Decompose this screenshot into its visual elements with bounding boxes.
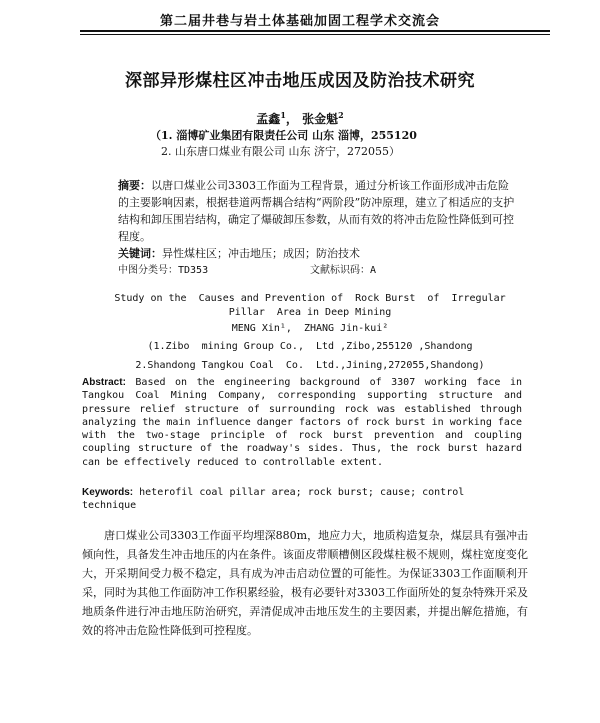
running-header: 第二届井巷与岩土体基础加固工程学术交流会 (159, 14, 440, 29)
english-keywords-label: Keywords: (82, 487, 134, 498)
clc-number: 中图分类号：TD353 (118, 265, 209, 276)
english-abstract-label: Abstract: (82, 377, 126, 388)
author-1-sup: 1 (280, 110, 286, 120)
english-abstract (82, 376, 522, 469)
paper-title: 深部异形煤柱区冲击地压成因及防治技术研究 (125, 71, 475, 91)
english-keywords-text: heterofil coal pillar area; rock burst; cause; control technique (82, 487, 465, 512)
affiliation-cn-1: （1. 淄博矿业集团有限责任公司 山东 淄博，255120 (150, 129, 417, 142)
authors-cn (0, 110, 600, 127)
keywords-cn (118, 245, 518, 262)
affiliation-cn-2: 2. 山东唐口煤业有限公司 山东 济宁，272055） (161, 145, 400, 158)
english-abstract-text: Based on the engineering background of 3307 working face in Tangkou Coal Mining Company, corresponding supporting structure and pressure relief structure of surrounding rock was established through analyzing the main influence danger factors of rock burst in working face with the two-stage principle of rock burst prevention and coupling coupling structure of the roadway's sides. Thus, the rock burst hazard can be effectively reduced to controllable extent. (82, 377, 522, 468)
keywords-cn-text: 异性煤柱区；冲击地压；成因；防治技术 (162, 247, 360, 260)
header-rule-thin (80, 34, 550, 35)
author-2-sup: 2 (338, 110, 344, 120)
classification-line (118, 262, 518, 279)
english-title (100, 292, 520, 320)
abstract-cn-text: 以唐口煤业公司3303工作面为工程背景，通过分析该工作面形成冲击危险的主要影响因素，根据巷道两帮耦合结构“两阶段”防冲原理，建立了相适应的支护结构和卸压围岩结构，确定了爆破卸压参数，从而有效的将冲击危险性降低到可控程度。 (118, 179, 515, 243)
english-affiliation-1: (1.Zibo mining Group Co., Ltd ,Zibo,255120 ,Shandong (147, 341, 473, 352)
keywords-cn-label: 关键词： (118, 247, 162, 260)
english-title-line-1: Study on the Causes and Prevention of Rock Burst of Irregular (114, 293, 506, 304)
author-1: 孟鑫 (256, 112, 281, 126)
english-authors: MENG Xin¹, ZHANG Jin-kui² (231, 323, 389, 334)
author-2: 张金魁 (302, 112, 339, 126)
document-code: 文献标识码：A (310, 265, 377, 276)
author-separator: ， (285, 112, 298, 126)
abstract-cn-label: 摘要： (118, 179, 151, 192)
english-keywords (82, 486, 522, 513)
english-title-line-2: Pillar Area in Deep Mining (228, 307, 392, 318)
english-affiliation-2: 2.Shandong Tangkou Coal Co. Ltd.,Jining,272055,Shandong) (135, 360, 485, 371)
body-paragraph: 唐口煤业公司3303工作面平均埋深880m，地应力大，地质构造复杂，煤层具有强冲击倾向性，具备发生冲击地压的内在条件。该面皮带顺槽侧区段煤柱极不规则，煤柱宽度变化大，开采期间受力极不稳定，具有成为冲击启动位置的可能性。为保证3303工作面顺利开采，同时为其他工作面防冲工作积累经验，极有必要针对3303工作面所处的复杂特殊开采及地质条件进行冲击地压防治研究，弄清促成冲击地压发生的主要因素，并提出解危措施，有效的将冲击危险性降低到可控程度。 (82, 529, 528, 637)
header-rule-thick (80, 30, 550, 32)
abstract-cn (118, 177, 518, 245)
